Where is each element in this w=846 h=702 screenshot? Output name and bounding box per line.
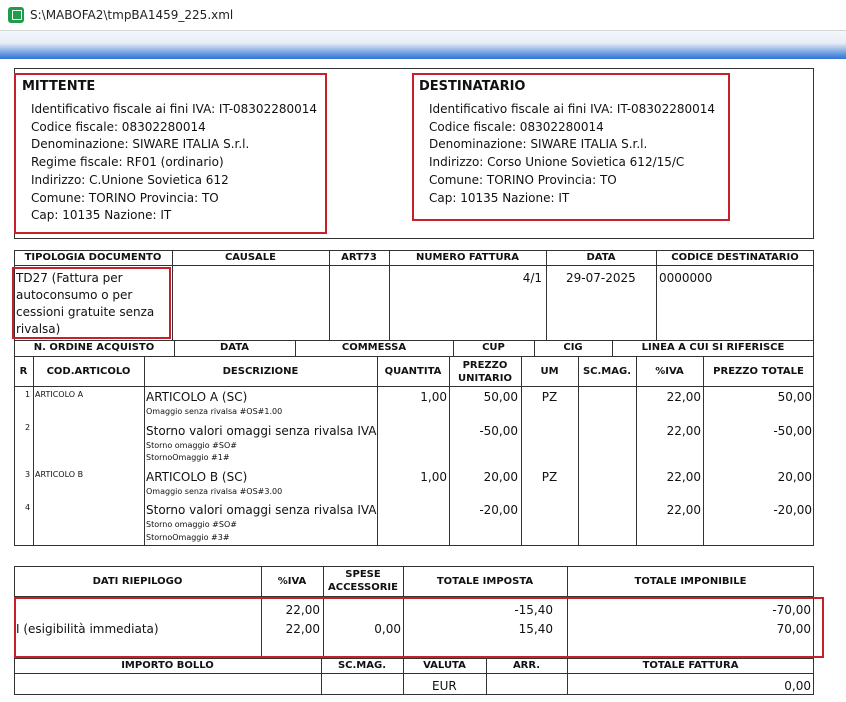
col-codice-destinatario: CODICE DESTINATARIO bbox=[671, 252, 799, 263]
row-descrizione: ARTICOLO A (SC) bbox=[146, 390, 248, 404]
row-descrizione: Storno valori omaggi senza rivalsa IVA bbox=[146, 503, 377, 517]
row-note: Omaggio senza rivalsa #OS#1.00 bbox=[146, 407, 283, 416]
riepilogo-spese: 0,00 bbox=[374, 622, 401, 636]
col-data: DATA bbox=[586, 252, 616, 263]
mittente-line: Comune: TORINO Provincia: TO bbox=[31, 191, 219, 205]
riepilogo-iva: 22,00 bbox=[285, 603, 320, 617]
riepilogo-imposta: 15,40 bbox=[518, 622, 553, 636]
col-iva: %IVA bbox=[655, 366, 684, 377]
col-valuta: VALUTA bbox=[423, 660, 466, 671]
tipologia-line: rivalsa) bbox=[16, 322, 61, 336]
row-prezzo: -20,00 bbox=[479, 503, 518, 517]
tipologia-line: TD27 (Fattura per bbox=[16, 271, 123, 285]
col-unitario: UNITARIO bbox=[458, 373, 512, 384]
col-arr: ARR. bbox=[512, 660, 541, 671]
row-quantita: 1,00 bbox=[420, 390, 447, 404]
col-totale-imponibile: TOTALE IMPONIBILE bbox=[634, 576, 747, 587]
destinatario-line: Codice fiscale: 08302280014 bbox=[429, 120, 604, 134]
destinatario-line: Comune: TORINO Provincia: TO bbox=[429, 173, 617, 187]
col-numero-fattura: NUMERO FATTURA bbox=[415, 252, 520, 263]
row-totale: 20,00 bbox=[777, 470, 812, 484]
col-totale-imposta: TOTALE IMPOSTA bbox=[436, 576, 534, 587]
col-tipologia: TIPOLOGIA DOCUMENTO bbox=[24, 252, 162, 263]
mittente-heading: MITTENTE bbox=[22, 79, 96, 94]
col-linea: LINEA A CUI SI RIFERISCE bbox=[641, 342, 785, 353]
row-note: Omaggio senza rivalsa #OS#3.00 bbox=[146, 487, 283, 496]
col-commessa: COMMESSA bbox=[341, 342, 407, 353]
row-prezzo: -50,00 bbox=[479, 424, 518, 438]
riepilogo-imponibile: -70,00 bbox=[772, 603, 811, 617]
row-iva: 22,00 bbox=[666, 503, 701, 517]
row-descrizione: Storno valori omaggi senza rivalsa IVA bbox=[146, 424, 377, 438]
col-r: R bbox=[19, 366, 28, 377]
mittente-line: Cap: 10135 Nazione: IT bbox=[31, 208, 172, 222]
mittente-line: Regime fiscale: RF01 (ordinario) bbox=[31, 155, 224, 169]
riepilogo-iva: 22,00 bbox=[285, 622, 320, 636]
riepilogo-imponibile: 70,00 bbox=[776, 622, 811, 636]
col-descrizione: DESCRIZIONE bbox=[222, 366, 299, 377]
destinatario-line: Identificativo fiscale ai fini IVA: IT-08302280014 bbox=[429, 102, 716, 116]
window-titlebar[interactable] bbox=[0, 0, 846, 31]
mittente-line: Codice fiscale: 08302280014 bbox=[31, 120, 206, 134]
row-number: 2 bbox=[25, 423, 31, 432]
window-title: S:\MABOFA2\tmpBA1459_225.xml bbox=[30, 8, 234, 22]
col-um: UM bbox=[540, 366, 559, 377]
destinatario-heading: DESTINATARIO bbox=[419, 79, 526, 94]
col-importo-bollo: IMPORTO BOLLO bbox=[121, 660, 214, 671]
col-accessorie: ACCESSORIE bbox=[328, 582, 398, 593]
riepilogo-esigibilita: I (esigibilità immediata) bbox=[16, 622, 159, 636]
valuta-value: EUR bbox=[432, 679, 457, 693]
row-cod-articolo: ARTICOLO B bbox=[35, 470, 84, 479]
col-totali-scmag: SC.MAG. bbox=[337, 660, 387, 671]
col-riepilogo-iva: %IVA bbox=[277, 576, 307, 587]
row-descrizione: ARTICOLO B (SC) bbox=[146, 470, 248, 484]
col-prezzo: PREZZO bbox=[462, 360, 508, 371]
riepilogo-imposta: -15,40 bbox=[514, 603, 553, 617]
row-totale: -50,00 bbox=[773, 424, 812, 438]
col-spese: SPESE bbox=[345, 569, 381, 580]
row-iva: 22,00 bbox=[666, 470, 701, 484]
row-um: PZ bbox=[541, 390, 558, 404]
row-number: 4 bbox=[25, 503, 31, 512]
numero-fattura: 4/1 bbox=[522, 271, 542, 285]
totale-fattura-value: 0,00 bbox=[784, 679, 811, 693]
col-dati-riepilogo: DATI RIEPILOGO bbox=[92, 576, 183, 587]
col-cod-articolo: COD.ARTICOLO bbox=[46, 366, 131, 377]
destinatario-line: Cap: 10135 Nazione: IT bbox=[429, 191, 570, 205]
app-icon bbox=[8, 7, 24, 23]
destinatario-line: Denominazione: SIWARE ITALIA S.r.l. bbox=[429, 137, 648, 151]
row-number: 3 bbox=[25, 470, 31, 479]
row-iva: 22,00 bbox=[666, 424, 701, 438]
col-art73: ART73 bbox=[341, 252, 377, 263]
col-quantita: QUANTITA bbox=[384, 366, 442, 377]
row-totale: -20,00 bbox=[773, 503, 812, 517]
row-note: StornoOmaggio #1# bbox=[146, 453, 230, 462]
row-cod-articolo: ARTICOLO A bbox=[35, 390, 84, 399]
row-um: PZ bbox=[541, 470, 558, 484]
col-cig: CIG bbox=[563, 342, 583, 353]
col-prezzo-totale: PREZZO TOTALE bbox=[713, 366, 804, 377]
col-causale: CAUSALE bbox=[224, 252, 277, 263]
row-note: StornoOmaggio #3# bbox=[146, 533, 230, 542]
col-totale-fattura: TOTALE FATTURA bbox=[642, 660, 739, 671]
row-quantita: 1,00 bbox=[420, 470, 447, 484]
row-prezzo: 20,00 bbox=[483, 470, 518, 484]
mittente-line: Denominazione: SIWARE ITALIA S.r.l. bbox=[31, 137, 250, 151]
row-note: Storno omaggio #SO# bbox=[146, 441, 237, 450]
col-ordine-data: DATA bbox=[219, 342, 250, 353]
tipologia-line: autoconsumo o per bbox=[16, 288, 133, 302]
row-iva: 22,00 bbox=[666, 390, 701, 404]
tipologia-line: cessioni gratuite senza bbox=[16, 305, 155, 319]
row-note: Storno omaggio #SO# bbox=[146, 520, 237, 529]
row-totale: 50,00 bbox=[777, 390, 812, 404]
row-number: 1 bbox=[25, 390, 31, 399]
data-fattura: 29-07-2025 bbox=[566, 271, 636, 285]
mittente-line: Identificativo fiscale ai fini IVA: IT-08302280014 bbox=[31, 102, 318, 116]
col-cup: CUP bbox=[482, 342, 505, 353]
codice-destinatario: 0000000 bbox=[659, 271, 713, 285]
row-prezzo: 50,00 bbox=[483, 390, 518, 404]
col-ordine-acquisto: N. ORDINE ACQUISTO bbox=[33, 342, 155, 353]
destinatario-line: Indirizzo: Corso Unione Sovietica 612/15/C bbox=[429, 155, 685, 169]
mittente-line: Indirizzo: C.Unione Sovietica 612 bbox=[31, 173, 229, 187]
col-scmag: SC.MAG. bbox=[582, 366, 632, 377]
toolbar-band bbox=[0, 31, 846, 59]
